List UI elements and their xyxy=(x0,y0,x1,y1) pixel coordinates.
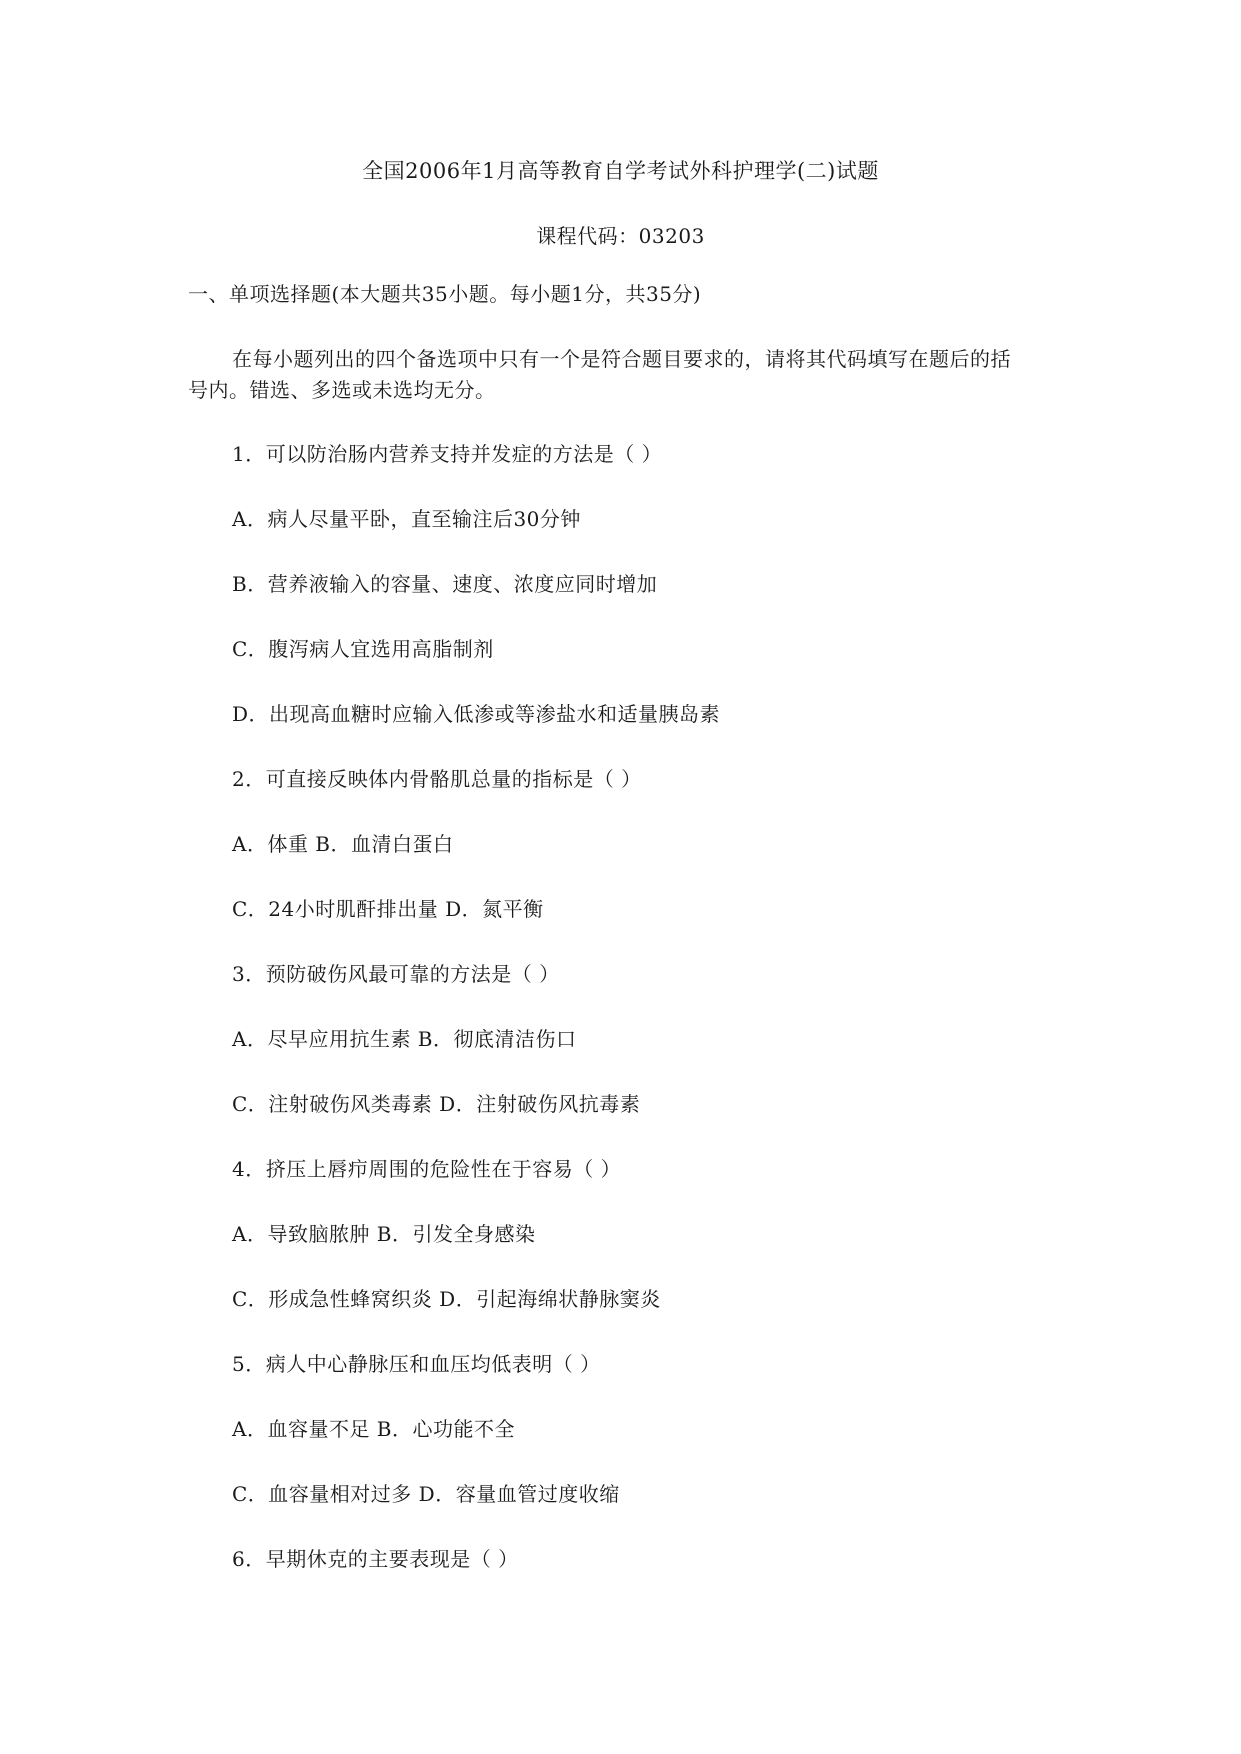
instructions-line-2: 号内。错选、多选或未选均无分。 xyxy=(188,378,496,402)
option-line: A．尽早应用抗生素 B．彻底清洁伤口 xyxy=(232,1027,577,1051)
option-line: A．体重 B．血清白蛋白 xyxy=(232,832,454,856)
option-line: C．形成急性蜂窝织炎 D．引起海绵状静脉窦炎 xyxy=(232,1287,661,1311)
option-line: C．24小时肌酐排出量 D．氮平衡 xyxy=(232,897,544,921)
question-2: 2．可直接反映体内骨骼肌总量的指标是（ ） xyxy=(232,767,642,791)
question-6: 6．早期休克的主要表现是（ ） xyxy=(232,1547,519,1571)
option-line: C．血容量相对过多 D．容量血管过度收缩 xyxy=(232,1482,620,1506)
option-line: A．病人尽量平卧，直至输注后30分钟 xyxy=(232,507,581,531)
course-code: 课程代码：03203 xyxy=(536,224,705,248)
question-5: 5．病人中心静脉压和血压均低表明（ ） xyxy=(232,1352,601,1376)
option-line: C．腹泻病人宜选用高脂制剂 xyxy=(232,637,494,661)
instructions-line-1: 在每小题列出的四个备选项中只有一个是符合题目要求的，请将其代码填写在题后的括 xyxy=(232,347,1011,371)
option-line: C．注射破伤风类毒素 D．注射破伤风抗毒素 xyxy=(232,1092,641,1116)
question-4: 4．挤压上唇疖周围的危险性在于容易（ ） xyxy=(232,1157,622,1181)
option-line: B．营养液输入的容量、速度、浓度应同时增加 xyxy=(232,572,658,596)
option-line: A．血容量不足 B．心功能不全 xyxy=(232,1417,515,1441)
section-heading: 一、单项选择题(本大题共35小题。每小题1分，共35分) xyxy=(188,282,702,306)
exam-title: 全国2006年1月高等教育自学考试外科护理学(二)试题 xyxy=(362,159,879,183)
option-line: A．导致脑脓肿 B．引发全身感染 xyxy=(232,1222,536,1246)
question-3: 3．预防破伤风最可靠的方法是（ ） xyxy=(232,962,560,986)
option-line: D．出现高血糖时应输入低渗或等渗盐水和适量胰岛素 xyxy=(232,702,721,726)
question-1: 1．可以防治肠内营养支持并发症的方法是（ ） xyxy=(232,442,663,466)
